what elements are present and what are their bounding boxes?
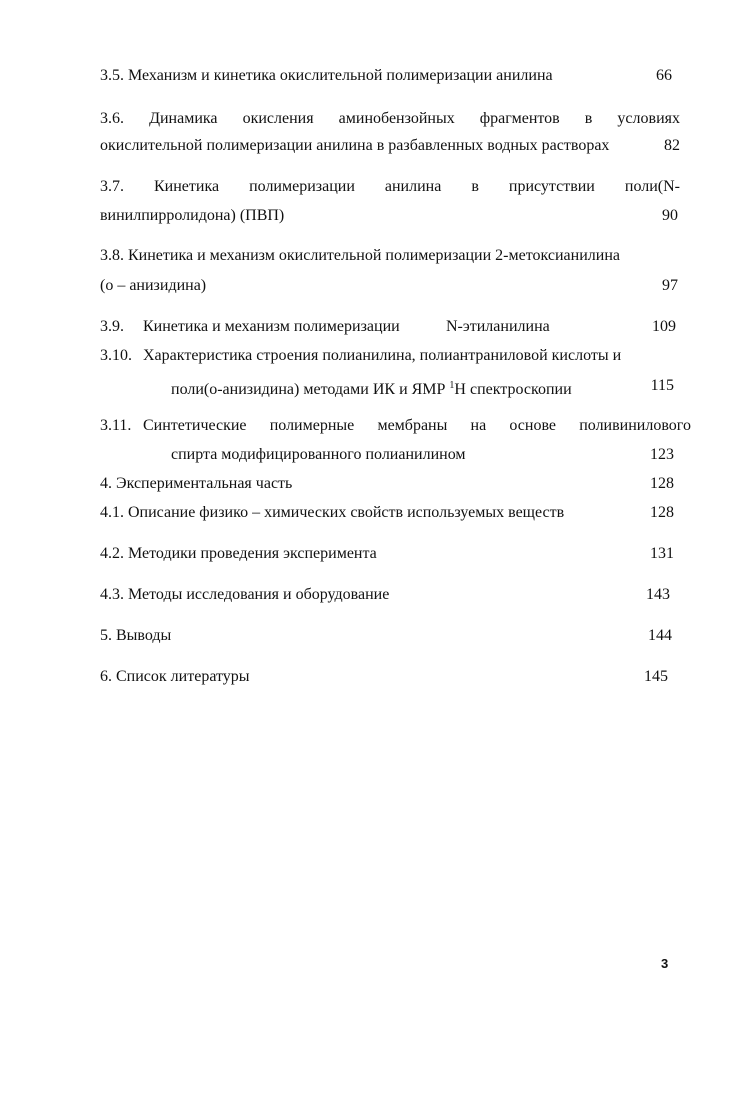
toc-entry-3-10-line2 — [171, 376, 572, 400]
toc-entry-6: 6. Список литературы — [100, 668, 250, 685]
toc-entry-text: окислительной полимеризации анилина в разбавленных водных растворах — [100, 137, 610, 154]
toc-entry-4: 4. Экспериментальная часть — [100, 475, 293, 492]
word: в — [584, 110, 593, 127]
word: полимеризации — [249, 178, 355, 195]
toc-entry-3-5 — [100, 66, 553, 86]
word: 3.7. — [100, 178, 124, 195]
word: мембраны — [377, 417, 448, 434]
toc-entry-4-3: 4.3. Методы исследования и оборудование — [100, 586, 390, 603]
toc-page-number: 145 — [644, 668, 668, 685]
toc-page-number: 143 — [646, 586, 670, 603]
toc-page-number: 123 — [650, 446, 674, 463]
toc-entry-4-1: 4.1. Описание физико – химических свойств используемых веществ — [100, 504, 565, 521]
toc-entry-3-8-line1 — [100, 246, 620, 266]
toc-page-number: 90 — [662, 207, 678, 224]
word: фрагментов — [479, 110, 560, 127]
word: основе — [509, 417, 557, 434]
toc-page-number: 115 — [650, 377, 674, 394]
toc-page-number: 109 — [652, 318, 676, 335]
toc-entry-5: 5. Выводы — [100, 627, 172, 644]
toc-entry-3-9-text2: N-этиланилина — [446, 318, 550, 335]
word: анилина — [384, 178, 442, 195]
word: Синтетические — [143, 417, 247, 434]
word: на — [470, 417, 487, 434]
toc-entry-3-10-number: 3.10. — [100, 347, 132, 364]
toc-entry-text: 3.8. Кинетика и механизм окислительной полимеризации 2-метоксианилина — [100, 247, 620, 264]
toc-page-number: 82 — [664, 137, 680, 154]
toc-entry-text: поли(о-анизидина) методами ИК и ЯМР — [171, 381, 446, 398]
toc-entry-3-9-number: 3.9. — [100, 318, 124, 335]
word: в — [471, 178, 479, 195]
toc-page-number: 131 — [650, 545, 674, 562]
word: поли(N- — [624, 178, 680, 195]
toc-entry-3-6-line2 — [100, 136, 609, 156]
toc-entry-text: (о – анизидина) — [100, 277, 207, 294]
toc-entry-3-7-line2 — [100, 206, 284, 226]
word: условиях — [617, 110, 680, 127]
toc-page-number: 128 — [650, 475, 674, 492]
toc-entry-4-2: 4.2. Методики проведения эксперимента — [100, 545, 377, 562]
word: полимерные — [269, 417, 355, 434]
word: Динамика — [149, 110, 218, 127]
toc-entry-3-6-line1 — [100, 109, 680, 129]
toc-entry-3-11-number: 3.11. — [100, 417, 132, 434]
toc-entry-3-8-line2 — [100, 276, 206, 296]
word: аминобензойных — [338, 110, 455, 127]
toc-entry-3-11-line1 — [143, 416, 691, 436]
superscript: 1 — [449, 380, 455, 391]
word: 3.6. — [100, 110, 124, 127]
toc-entry-3-7-line1 — [100, 177, 680, 197]
toc-page-number: 66 — [656, 67, 672, 84]
word: окисления — [242, 110, 314, 127]
word: Кинетика — [154, 178, 220, 195]
page-number: 3 — [661, 956, 669, 971]
toc-page-number: 144 — [648, 627, 672, 644]
toc-entry-3-10-line1: Характеристика строения полианилина, полиантраниловой кислоты и — [143, 347, 622, 364]
toc-page-number: 97 — [662, 277, 678, 294]
toc-entry-3-9-text: Кинетика и механизм полимеризации — [143, 318, 400, 335]
toc-entry-3-11-line2: спирта модифицированного полианилином — [171, 446, 466, 463]
word: присутствии — [508, 178, 595, 195]
toc-page-number: 128 — [650, 504, 674, 521]
toc-entry-text: H спектроскопии — [454, 381, 572, 398]
word: поливинилового — [579, 417, 691, 434]
toc-entry-text: 3.5. Механизм и кинетика окислительной полимеризации анилина — [100, 67, 553, 84]
toc-entry-text: винилпирролидона) (ПВП) — [100, 207, 285, 224]
